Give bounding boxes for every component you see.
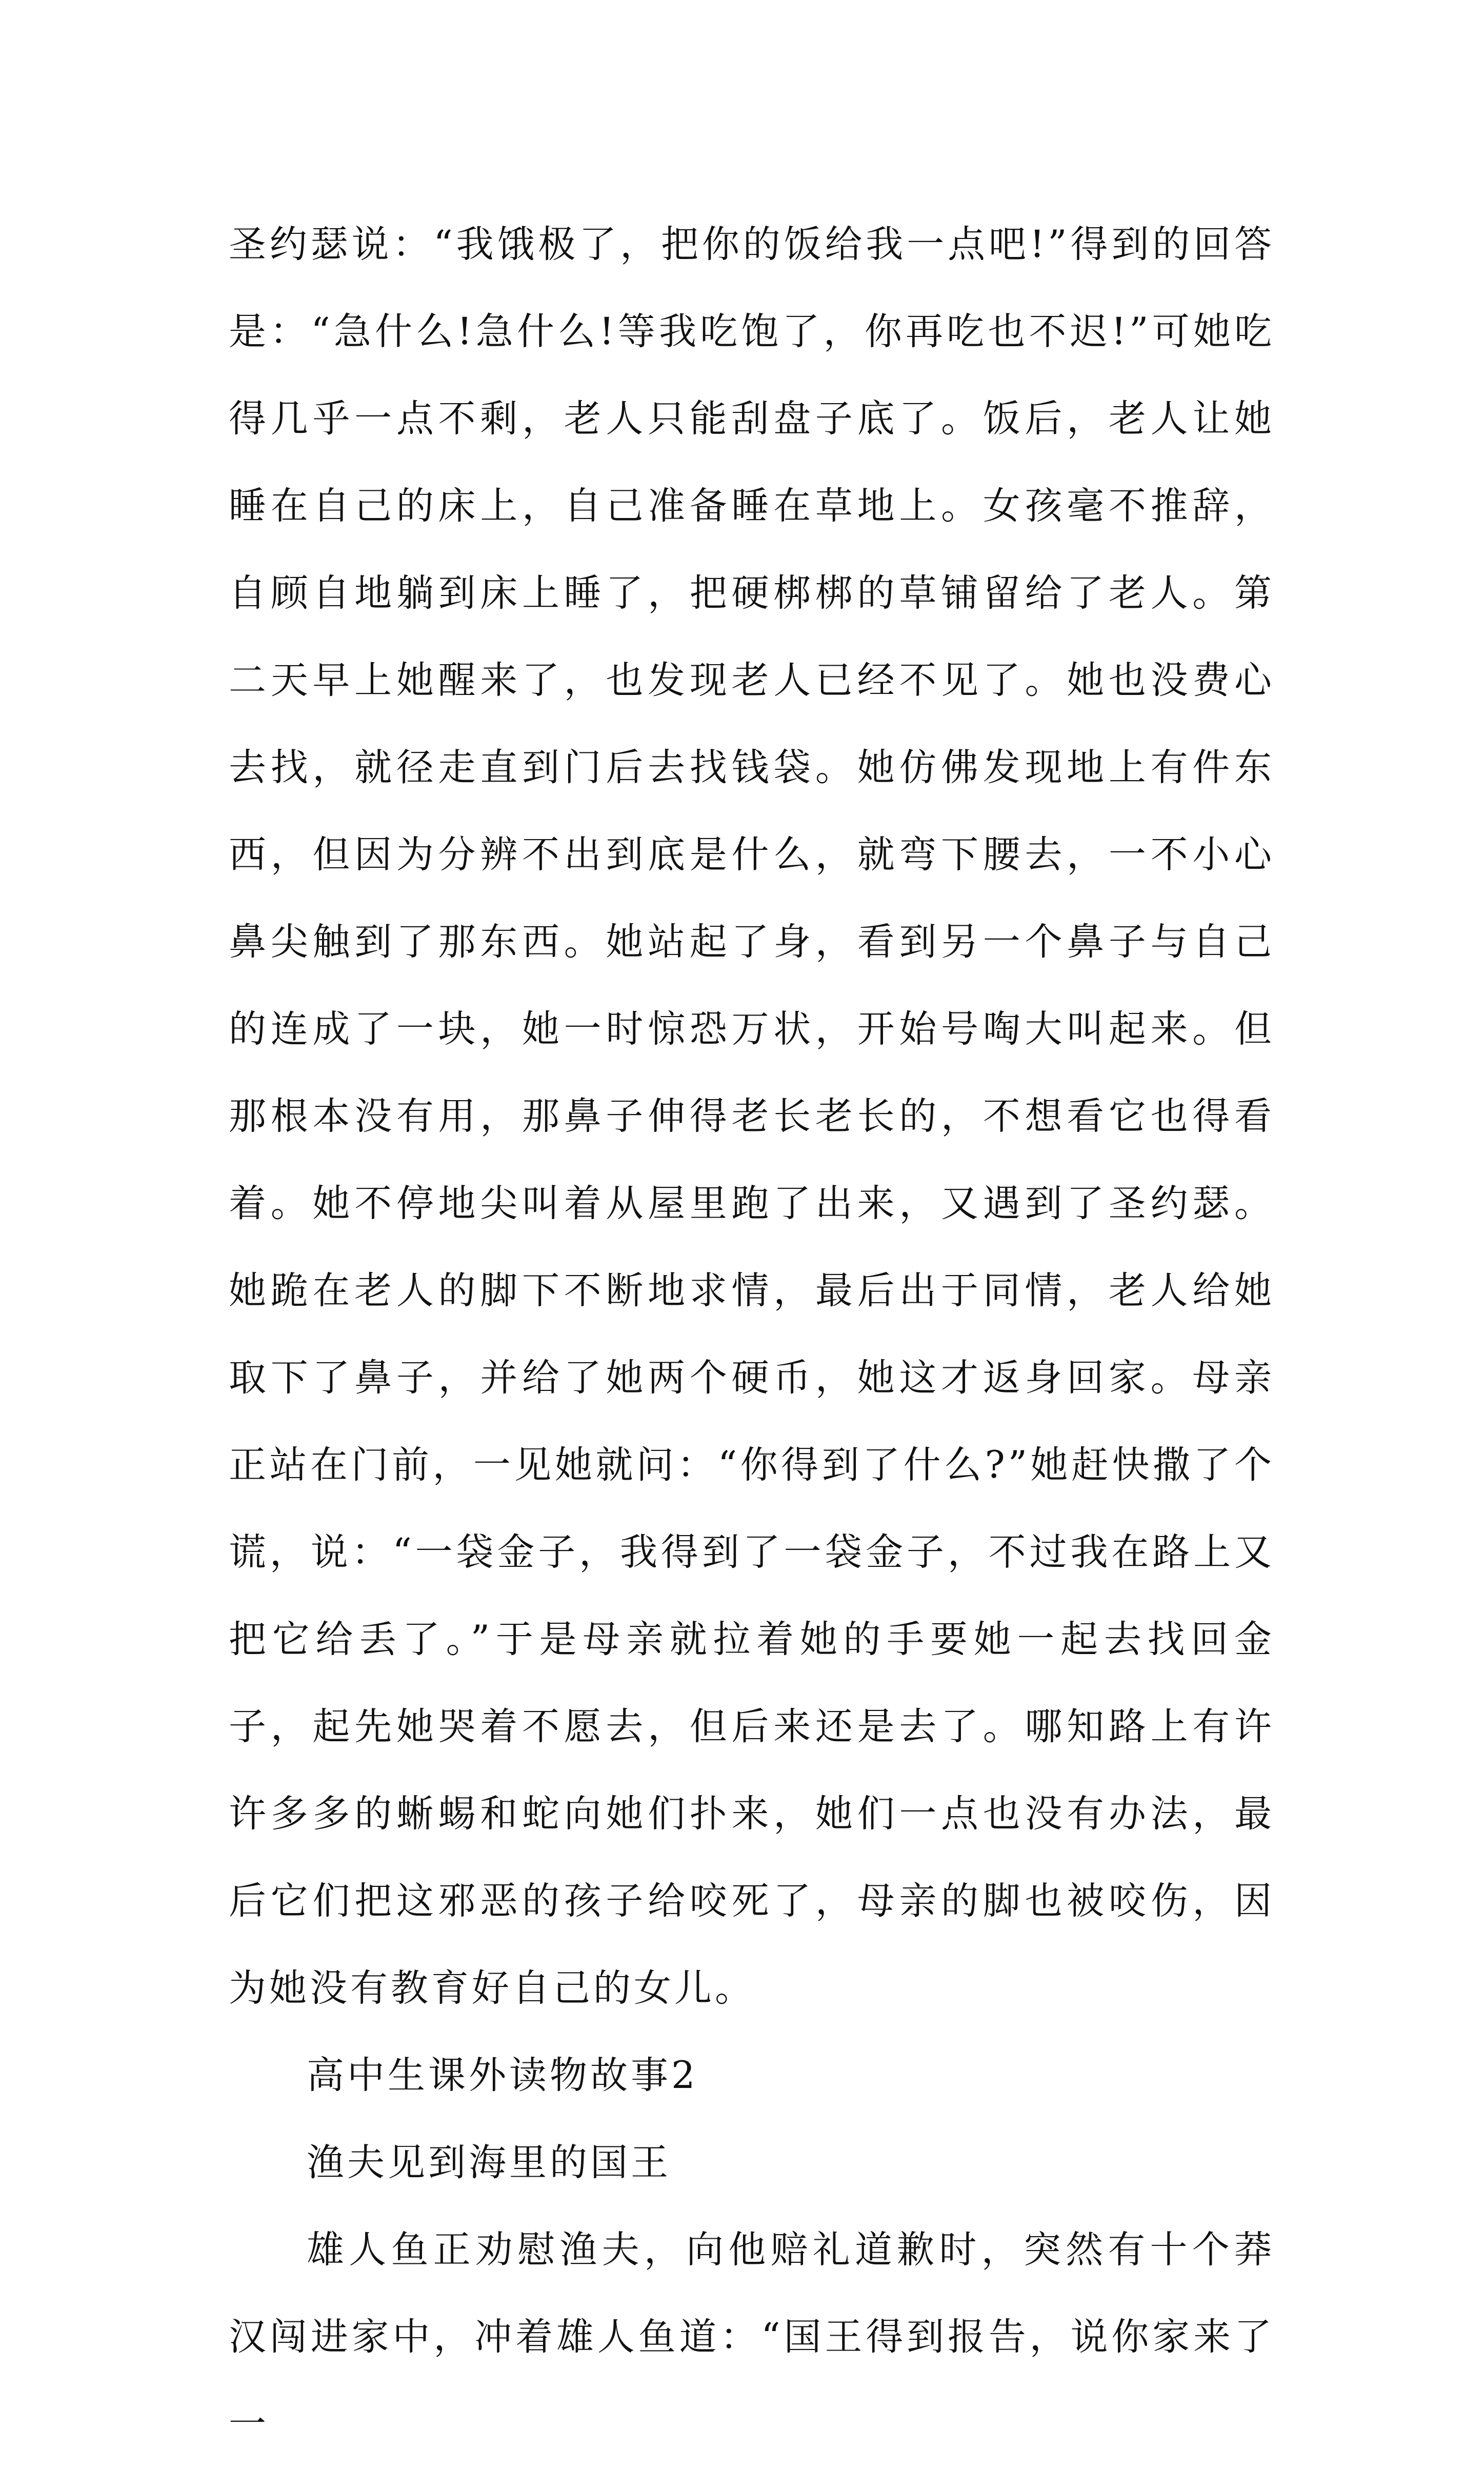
story-title: 渔夫见到海里的国王 [307,2141,671,2184]
section-heading: 高中生课外读物故事2 [307,2054,698,2097]
document-body [229,201,1275,2468]
story-paragraph-opening: 雄人鱼正劝慰渔夫，向他赔礼道歉时，突然有十个莽汉闯进家中，冲着雄人鱼道：“国王得到报告，说你家来了一 [229,2228,1275,2446]
story-paragraph-continuation: 圣约瑟说：“我饿极了，把你的饭给我一点吧!”得到的回答是：“急什么!急什么!等我吃饱了，你再吃也不迟!”可她吃得几乎一点不剩，老人只能刮盘子底了。饭后，老人让她睡在自己的床上，自己准备睡在草地上。女孩毫不推辞，自顾自地躺到床上睡了，把硬梆梆的草铺留给了老人。第二天早上她醒来了，也发现老人已经不见了。她也没费心去找，就径走直到门后去找钱袋。她仿佛发现地上有件东西，但因为分辨不出到底是什么，就弯下腰去，一不小心鼻尖触到了那东西。她站起了身，看到另一个鼻子与自己的连成了一块，她一时惊恐万状，开始号啕大叫起来。但那根本没有用，那鼻子伸得老长老长的，不想看它也得看着。她不停地尖叫着从屋里跑了出来，又遇到了圣约瑟。她跪在老人的脚下不断地求情，最后出于同情，老人给她取下了鼻子，并给了她两个硬币，她这才返身回家。母亲正站在门前，一见她就问：“你得到了什么?”她赶快撒了个谎，说：“一袋金子，我得到了一袋金子，不过我在路上又把它给丢了。”于是母亲就拉着她的手要她一起去找回金子，起先她哭着不愿去，但后来还是去了。哪知路上有许许多多的蜥蜴和蛇向她们扑来，她们一点也没有办法，最后它们把这邪恶的孩子给咬死了，母亲的脚也被咬伤，因为她没有教育好自己的女儿。 [229,223,1275,2010]
